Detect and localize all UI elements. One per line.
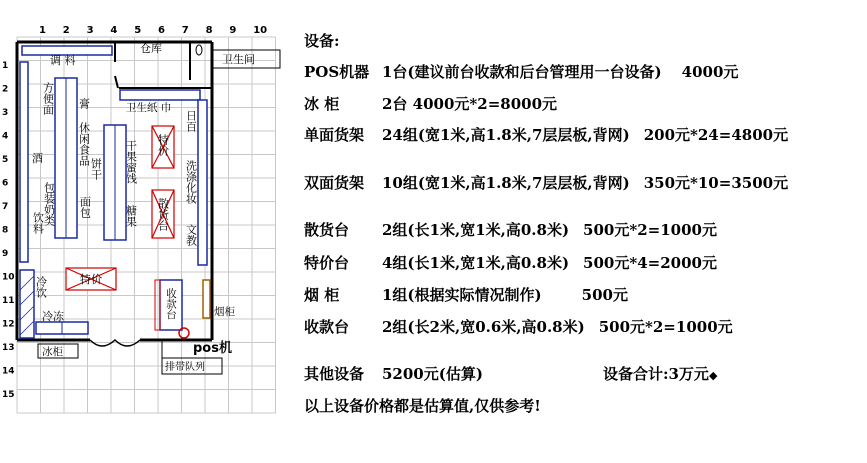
equipment-price: 500元*4=2000元 xyxy=(583,254,717,272)
column-number: 3 xyxy=(86,25,94,36)
price-disclaimer: 以上设备价格都是估算值,仅供参考! xyxy=(304,397,541,415)
row-numbers xyxy=(2,61,15,400)
special-price-bottom-label: 特价 xyxy=(80,273,102,286)
toilet-icon xyxy=(196,45,202,55)
equipment-name: 收款台 xyxy=(304,318,350,336)
equipment-spec: 2组(长2米,宽0.6米,高0.8米) xyxy=(382,318,585,336)
seasoning-label: 调 料 xyxy=(50,54,76,67)
column-numbers xyxy=(39,25,267,36)
column-number: 10 xyxy=(253,25,268,36)
bread-label: 面包 xyxy=(78,196,92,218)
frozen-label: 冷冻 xyxy=(42,310,64,323)
restroom-label: 卫生间 xyxy=(222,53,255,66)
equipment-price: 500元*2=1000元 xyxy=(583,221,717,239)
column-number: 5 xyxy=(134,25,142,36)
warehouse-label: 仓库 xyxy=(140,42,162,55)
equipment-row-other xyxy=(304,363,717,384)
pos-label: pos机 xyxy=(193,341,232,356)
equipment-price: 500元 xyxy=(581,286,628,304)
instant-noodles-label: 方便面 xyxy=(41,82,55,115)
detergent-cosmetics-label: 洗涤化妆 xyxy=(184,160,198,204)
snacks-food-label: 膏 休闲食品 xyxy=(77,98,91,166)
beverage-label: 饮料 xyxy=(31,212,45,234)
stationery-label: 文教 xyxy=(184,224,198,246)
equipment-price: 350元*10=3500元 xyxy=(643,174,789,192)
equipment-total: 设备合计:3万元 xyxy=(602,365,709,383)
column-number: 2 xyxy=(62,25,70,36)
row-number: 10 xyxy=(2,272,15,283)
other-equipment-value: 5200元(估算) xyxy=(382,365,483,383)
column-number: 6 xyxy=(158,25,165,36)
left-wall-shelf xyxy=(20,62,28,262)
tissue-shelf xyxy=(120,90,200,100)
warehouse-partition xyxy=(115,42,212,88)
row-number: 13 xyxy=(2,343,15,353)
right-wall-shelf xyxy=(198,100,207,265)
equipment-row-cashier xyxy=(304,316,733,337)
row-number: 14 xyxy=(2,366,15,377)
row-number: 15 xyxy=(2,390,15,400)
biscuits-label: 饼干 xyxy=(89,158,103,180)
equipment-name: POS机器 xyxy=(304,63,370,81)
row-number: 8 xyxy=(2,225,9,236)
row-number: 5 xyxy=(2,155,9,165)
row-number: 11 xyxy=(2,296,15,306)
bulk-counter-label: 散货台 xyxy=(156,198,170,231)
row-number: 12 xyxy=(2,319,15,330)
equipment-name: 单面货架 xyxy=(304,126,365,144)
equipment-row-special-price xyxy=(304,252,717,273)
row-number: 1 xyxy=(2,61,9,71)
equipment-spec: 2台 4000元*2=8000元 xyxy=(382,95,558,113)
tissue-label: 卫生纸 巾 xyxy=(126,102,172,114)
row-number: 7 xyxy=(2,202,9,212)
equipment-name: 特价台 xyxy=(304,254,350,272)
daily-goods-label: 日百 xyxy=(184,110,198,132)
equipment-row-pos xyxy=(304,61,738,82)
equipment-row-single-shelf xyxy=(304,124,788,145)
column-number: 8 xyxy=(205,25,213,36)
equipment-row-freezer xyxy=(304,93,571,114)
special-price-label: 特价 xyxy=(156,134,170,156)
column-number: 9 xyxy=(229,25,237,36)
pos-marker-icon xyxy=(179,328,189,338)
row-number: 6 xyxy=(2,178,9,189)
row-number: 4 xyxy=(2,131,9,142)
equipment-row-bulk-counter xyxy=(304,219,717,240)
equipment-spec: 10组(宽1米,高1.8米,7层层板,背网) xyxy=(382,174,630,192)
wine-label: 酒 xyxy=(32,152,43,165)
equipment-list xyxy=(304,0,864,463)
row-number: 2 xyxy=(2,84,9,95)
total-marker-icon: ◆ xyxy=(708,368,718,382)
equipment-name: 烟 柜 xyxy=(304,286,340,304)
equipment-name: 冰 柜 xyxy=(304,95,340,113)
equipment-spec: 1组(根据实际情况制作) xyxy=(382,286,542,304)
other-equipment-label: 其他设备 xyxy=(304,365,365,383)
column-number: 1 xyxy=(39,25,46,36)
equipment-row-tobacco xyxy=(304,284,628,305)
equipment-price: 4000元 xyxy=(681,63,739,81)
equipment-spec: 1台(建议前台收款和后台管理用一台设备) xyxy=(382,63,662,81)
dried-fruit-label: 干果蜜饯 xyxy=(124,140,138,184)
floor-plan xyxy=(0,0,300,463)
candy-label: 糖果 xyxy=(124,205,138,227)
equipment-spec: 24组(宽1米,高1.8米,7层层板,背网) xyxy=(382,126,630,144)
tobacco-cabinet xyxy=(203,280,210,318)
equipment-price: 200元*24=4800元 xyxy=(643,126,789,144)
cashier-label: 收款台 xyxy=(165,288,177,320)
packaged-drinks-label: 包装奶类 xyxy=(42,182,56,226)
freezer-label: 冰柜 xyxy=(42,346,63,358)
cold-drinks-label: 冷饮 xyxy=(34,276,48,298)
queue-label: 排带队列 xyxy=(165,362,205,373)
row-number: 3 xyxy=(2,108,9,118)
tobacco-cabinet-label: 烟柜 xyxy=(214,306,235,318)
equipment-heading: 设备: xyxy=(304,32,340,50)
equipment-price: 500元*2=1000元 xyxy=(598,318,733,336)
equipment-name: 散货台 xyxy=(304,221,350,239)
equipment-row-double-shelf xyxy=(304,172,788,193)
column-number: 4 xyxy=(110,25,118,36)
equipment-spec: 4组(长1米,宽1米,高0.8米) xyxy=(382,254,570,272)
equipment-spec: 2组(长1米,宽1米,高0.8米) xyxy=(382,221,570,239)
column-number: 7 xyxy=(181,25,189,36)
row-number: 9 xyxy=(2,249,9,259)
equipment-name: 双面货架 xyxy=(304,174,365,192)
